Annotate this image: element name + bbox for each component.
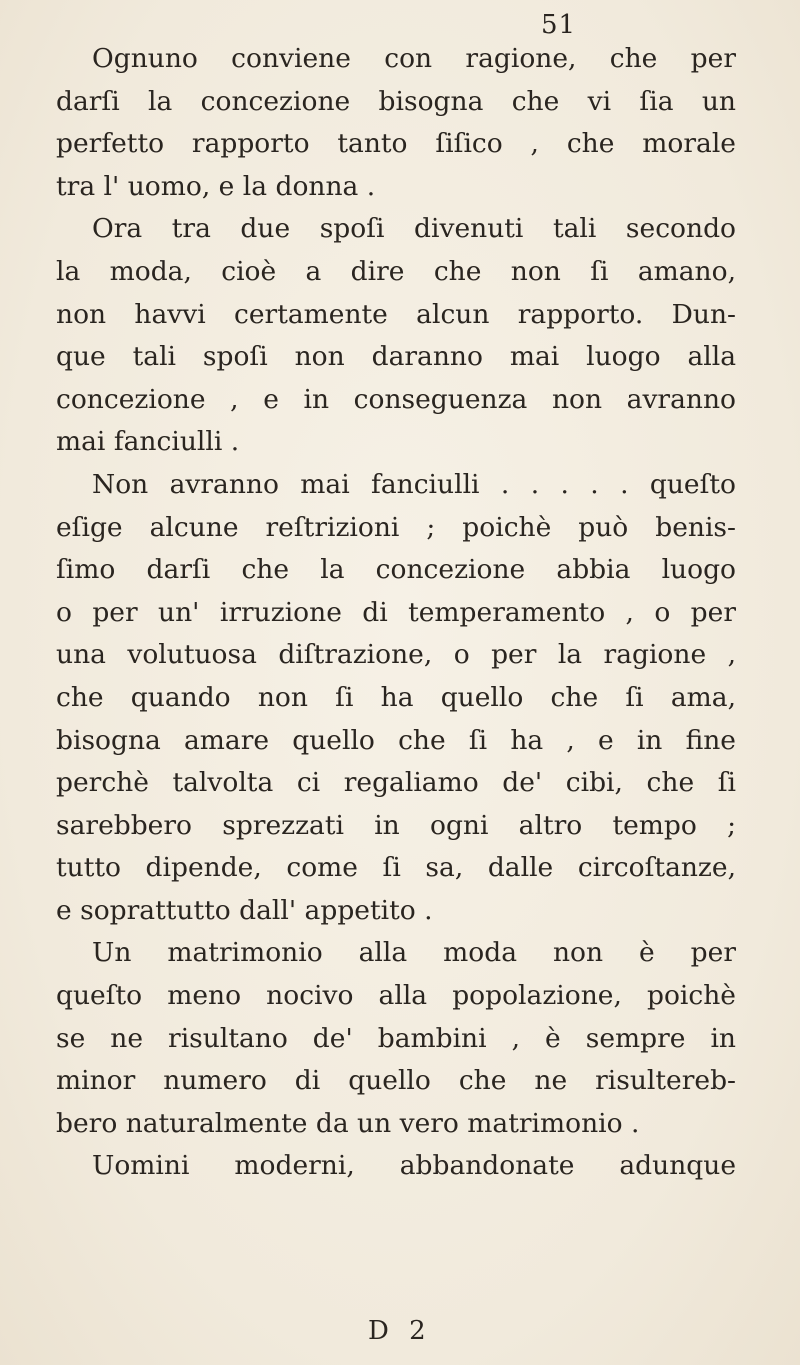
text-line: Uomini moderni, abbandonate adunque xyxy=(92,1150,736,1182)
text-line: o per un' irruzione di temperamento , o per xyxy=(56,596,736,628)
text-line: se ne risultano de' bambini , è sempre in xyxy=(56,1022,736,1054)
text-line: una volutuosa diſtrazione, o per la ragione , xyxy=(56,639,736,671)
signature-mark: D 2 xyxy=(368,1316,432,1346)
text-line: perfetto rapporto tanto ſiſico , che morale xyxy=(56,128,736,160)
text-line: Un matrimonio alla moda non è per xyxy=(92,937,736,969)
text-line: che quando non ſi ha quello che ſi ama, xyxy=(56,681,736,713)
text-line: tutto dipende, come ſi sa, dalle circoſtanze, xyxy=(56,852,736,884)
text-line: eſige alcune reſtrizioni ; poichè può benis- xyxy=(56,511,736,543)
page-number: 51 xyxy=(541,10,577,40)
text-line: tra l' uomo, e la donna . xyxy=(56,170,376,202)
text-line: minor numero di quello che ne risultereb- xyxy=(56,1065,736,1097)
text-line: darſi la concezione bisogna che vi ſia un xyxy=(56,85,736,117)
text-line: non havvi certamente alcun rapporto. Dun- xyxy=(56,298,736,330)
text-line: Non avranno mai fanciulli . . . . . queſto xyxy=(92,468,736,500)
text-line: e soprattutto dall' appetito . xyxy=(56,894,433,926)
text-line: queſto meno nocivo alla popolazione, poichè xyxy=(56,980,736,1012)
text-line: que tali spoſi non daranno mai luogo alla xyxy=(56,341,736,373)
body-text xyxy=(56,38,736,1188)
text-line: perchè talvolta ci regaliamo de' cibi, che ſi xyxy=(56,767,736,799)
text-line: mai fanciulli . xyxy=(56,426,240,458)
text-line: bisogna amare quello che ſi ha , e in fine xyxy=(56,724,736,756)
text-line: concezione , e in conseguenza non avranno xyxy=(56,383,736,415)
text-line: ſimo darſi che la concezione abbia luogo xyxy=(56,554,736,586)
text-line: Ora tra due spoſi divenuti tali secondo xyxy=(92,213,736,245)
text-line: Ognuno conviene con ragione, che per xyxy=(92,43,736,74)
text-line: la moda, cioè a dire che non ſi amano, xyxy=(56,255,736,287)
text-line: bero naturalmente da un vero matrimonio . xyxy=(56,1107,640,1139)
text-line: sarebbero sprezzati in ogni altro tempo ; xyxy=(56,809,736,841)
